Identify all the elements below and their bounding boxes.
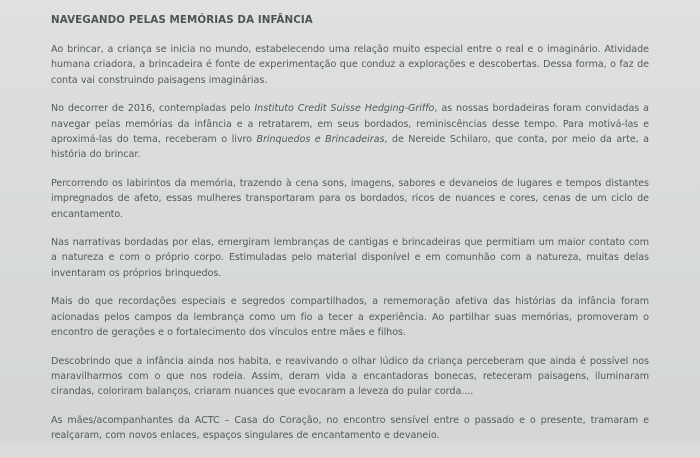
italic-title-text: Brinquedos e Brincadeiras: [256, 134, 385, 146]
body-text: [51, 42, 649, 444]
paragraph: [51, 413, 649, 444]
paragraph-text: Ao brincar, a criança se inicia no mundo, estabelecendo uma relação muito especial entre o real e o imaginário. Atividade humana criadora, a brincadeira é fonte de experimentação que conduz a explorações e descobertas. Dessa forma, o faz de conta vai construindo paisagens imaginárias.: [51, 44, 649, 86]
paragraph: [51, 235, 649, 281]
italic-title-text: Instituto Credit Suisse Hedging-Griffo: [254, 103, 435, 115]
paragraph: [51, 354, 649, 400]
paragraph-text: , de Nereide Schilaro, que conta, por meio da arte, a história do brincar.: [51, 134, 649, 161]
paragraph-text: As mães/acompanhantes da ACTC – Casa do Coração, no encontro sensível entre o passado e o presente, tramaram e realçaram, com novos enlaces, espaços singulares de encantamento e devaneio.: [51, 414, 649, 442]
paragraph: [51, 101, 649, 163]
paragraph-text: Mais do que recordações especiais e segredos compartilhados, a rememoração afetiva das histórias da infância foram acionadas pelos campos da lembrança como um fio a tecer a experiência. Ao partilhar suas memórias, promoveram o encontro de gerações e o fortalecimento dos vínculos entre mães e filhos.: [51, 296, 649, 339]
paragraph-text: Percorrendo os labirintos da memória, trazendo à cena sons, imagens, sabores e devaneios de lugares e tempos distantes impregnados de afeto, essas mulheres transportaram para os bordados, ricos de nuances e cores, cenas de um ciclo de encantamento.: [51, 177, 649, 220]
paragraph-text: , as nossas bordadeiras foram convidadas a navegar pelas memórias da infância e a retratarem, em seus bordados, reminiscências desse tempo. Para motivá-las e aproximá-las do tema, receberam o livro: [51, 103, 649, 146]
panel-content: [51, 13, 649, 457]
paragraph: [51, 42, 649, 88]
paragraph: [51, 294, 649, 340]
paragraph-text: Descobrindo que a infância ainda nos habita, e reavivando o olhar lúdico da criança perceberam que ainda é possível nos maravilharmos com o que nos rodeia. Assim, deram vida a encantadoras bonecas, reteceram paisagens, iluminaram cirandas, coloriram balanços, criaram nuances que evocaram a leveza do pular corda....: [51, 355, 649, 398]
document-title: NAVEGANDO PELAS MEMÓRIAS DA INFÂNCIA: [51, 14, 313, 26]
paragraph-text: No decorrer de 2016, contempladas pelo: [51, 103, 255, 115]
paragraph: [51, 176, 649, 222]
paragraph-text: Nas narrativas bordadas por elas, emergiram lembranças de cantigas e brincadeiras que permitiam um maior contato com a natureza e com o próprio corpo. Estimuladas pelo material disponível e em comunhão com a natureza, muitas delas inventaram os próprios brinquedos.: [51, 237, 649, 279]
